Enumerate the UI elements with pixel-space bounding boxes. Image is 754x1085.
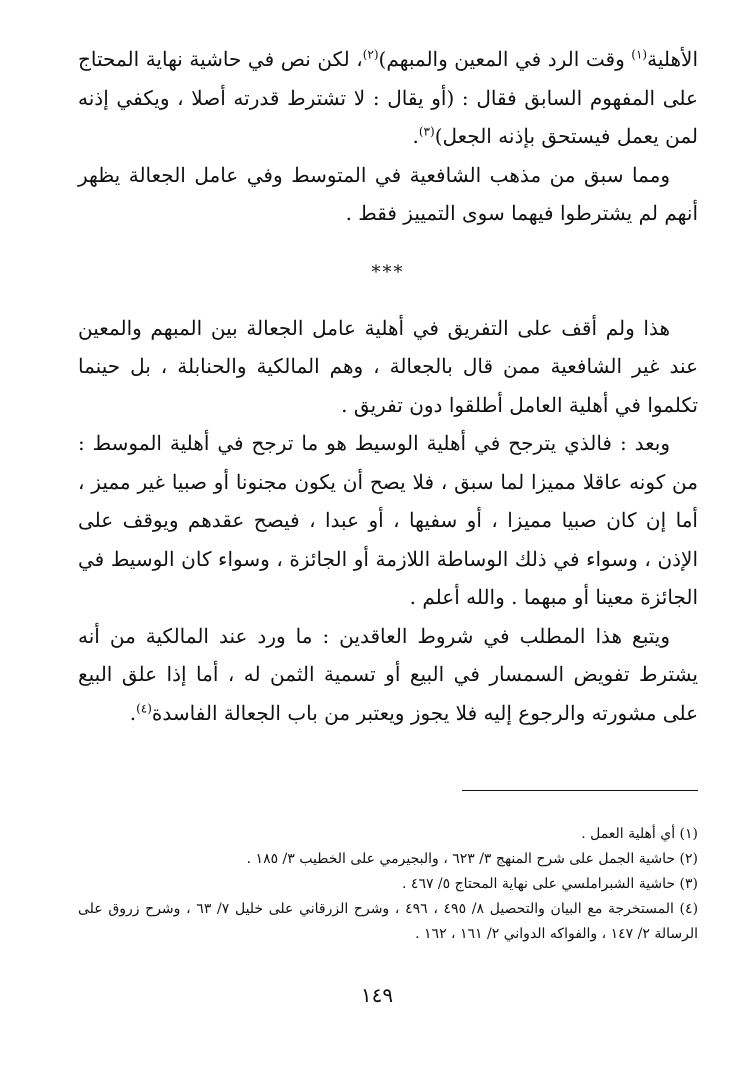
footnote-divider [462,790,698,791]
paragraph-5-text: ويتبع هذا المطلب في شروط العاقدين : ما ورد عند المالكية من أنه يشترط تفويض السمسار في البيع أو تسمية الثمن له ، أما إذا علق البيع على مشورته والرجوع إليه فلا يجوز ويعتبر من باب الجعالة الفاسدة [78,623,698,725]
paragraph-3: هذا ولم أقف على التفريق في أهلية عامل الجعالة بين المبهم والمعين عند غير الشافعية ممن قال بالجعالة ، وهم المالكية والحنابلة ، بل حينما تكلموا في أهلية العامل أطلقوا دون تفريق . [78,315,698,417]
footnote-ref-1: (١) [631,47,648,62]
paragraph-1-text-c: ، لكن نص في حاشية نهاية المحتاج على المفهوم السابق فقال : (أو يقال : لا تشترط قدرته أصلا ، ويكفي إذنه لمن يعمل فيستحق بإذنه الجعل) [78,47,698,148]
paragraph-4: وبعد : فالذي يترجح في أهلية الوسيط هو ما ترجح في أهلية الموسط : من كونه عاقلا مميزا لما سبق ، فلا يصح أن يكون مجنونا أو صبيا غير مميز ، أما إن كان صبيا مميزا ، أو سفيها ، أو عبدا ، فيصح عقدهم ويوقف على الإذن ، وسواء في ذلك الوساطة اللازمة أو الجائزة ، وسواء كان الوسيط في الجائزة معينا أو مبهما . والله أعلم . [78,431,698,609]
footnote-ref-2: (٢) [362,47,379,62]
paragraph-2: ومما سبق من مذهب الشافعية في المتوسط وفي عامل الجعالة يظهر أنهم لم يشترطوا فيهما سوى التمييز فقط . [78,162,698,225]
footnote-2: (٢) حاشية الجمل على شرح المنهج ٣/ ٦٢٣ ، والبجيرمي على الخطيب ٣/ ١٨٥ . [246,851,698,867]
paragraph-5-end: . [129,700,137,725]
paragraph-5 [78,617,698,733]
footnote-ref-4: (٤) [136,700,152,715]
section-separator: *** [371,261,405,283]
main-text [78,40,698,732]
footnote-ref-3: (٣) [418,124,435,139]
paragraph-1-text-a: الأهلية [647,47,698,71]
footnote-4: (٤) المستخرجة مع البيان والتحصيل ٨/ ٤٩٥ ، ٤٩٦ ، وشرح الزرقاني على خليل ٧/ ٦٣ ، وشرح زروق على الرسالة ٢/ ١٤٧ ، والفواكه الدواني ٢/ ١٦١ ، ١٦٢ . [78,901,699,942]
paragraph-1-text-d: . [412,124,419,148]
paragraph-1-text-b: وقت الرد في المعين والمبهم) [378,47,632,71]
footnote-1: (١) أي أهلية العمل . [581,826,698,842]
page-number: ١٤٩ [360,983,394,1007]
footnotes [78,822,698,947]
paragraph-1 [78,40,698,156]
footnote-3: (٣) حاشية الشبراملسي على نهاية المحتاج ٥/ ٤٦٧ . [402,876,698,892]
